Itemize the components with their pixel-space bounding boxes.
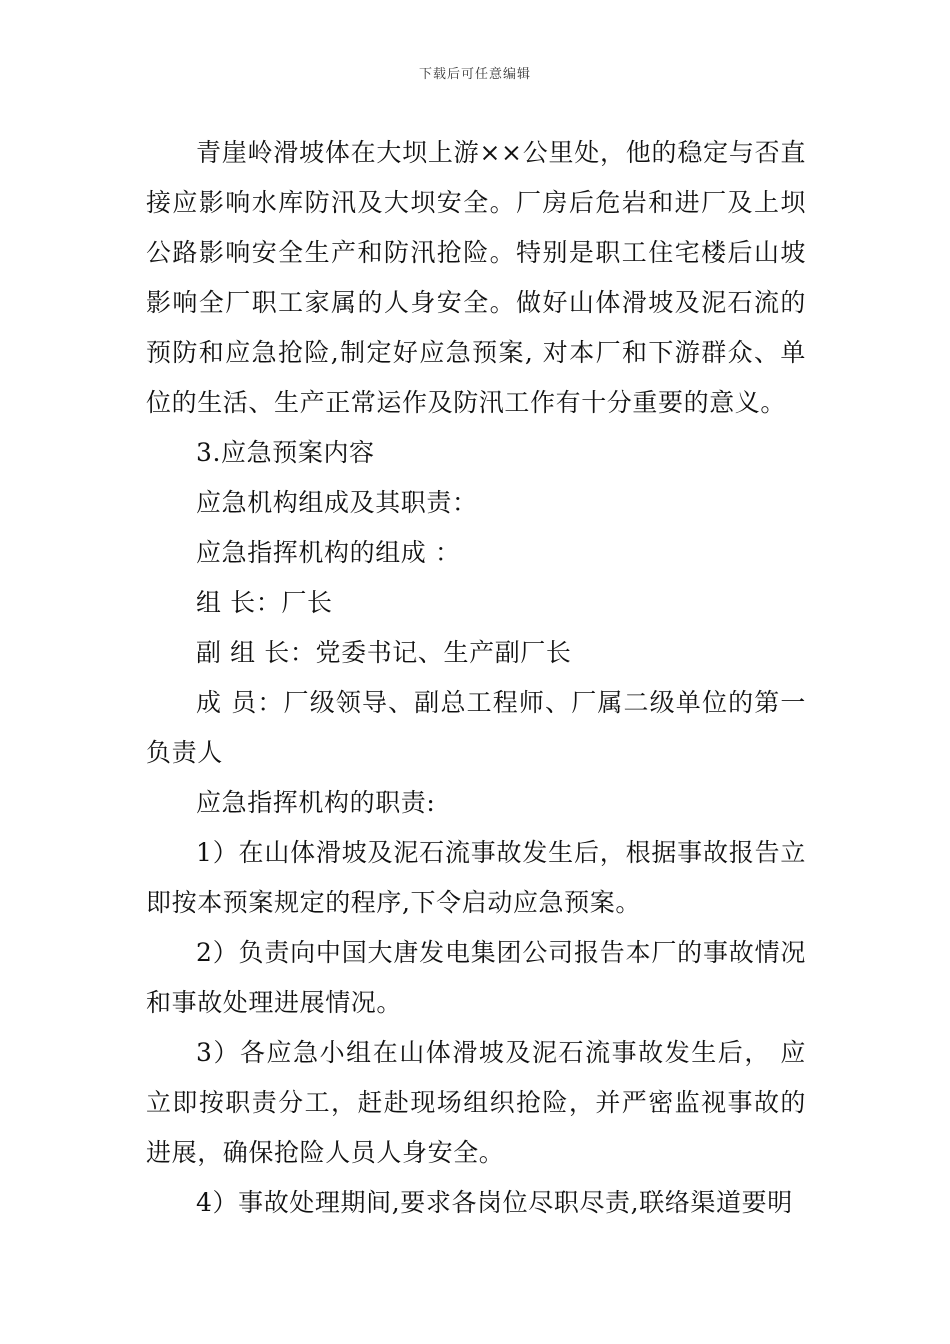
role-members: 成 员：厂级领导、副总工程师、厂属二级单位的第一负责人 bbox=[146, 688, 806, 767]
duty-item-4: 4）事故处理期间,要求各岗位尽职尽责,联络渠道要明 bbox=[196, 1188, 793, 1217]
section-heading: 3.应急预案内容 bbox=[196, 438, 375, 467]
duty-item-2: 2）负责向中国大唐发电集团公司报告本厂的事故情况和事故处理进展情况。 bbox=[146, 938, 806, 1017]
duty-item-1: 1）在山体滑坡及泥石流事故发生后，根据事故报告立即按本预案规定的程序,下令启动应急预案。 bbox=[146, 838, 806, 917]
document-body bbox=[146, 128, 806, 1228]
page-header: 下载后可任意编辑 bbox=[418, 67, 531, 82]
subheading-duties: 应急指挥机构的职责: bbox=[196, 788, 436, 817]
subheading-organization: 应急机构组成及其职责： bbox=[196, 488, 478, 517]
paragraph-intro: 青崖岭滑坡体在大坝上游××公里处，他的稳定与否直接应影响水库防汛及大坝安全。厂房后危岩和进厂及上坝公路影响安全生产和防汛抢险。特别是职工住宅楼后山坡影响全厂职工家属的人身安全。做好山体滑坡及泥石流的预防和应急抢险,制定好应急预案, 对本厂和下游群众、单位的生活、生产正常运作及防汛工作有十分重要的意义。 bbox=[146, 138, 806, 417]
subheading-composition: 应急指挥机构的组成 ： bbox=[196, 538, 461, 567]
role-deputy-leader: 副 组 长：党委书记、生产副厂长 bbox=[196, 638, 572, 667]
duty-item-3: 3）各应急小组在山体滑坡及泥石流事故发生后， 应立即按职责分工，赶赴现场组织抢险，并严密监视事故的进展，确保抢险人员人身安全。 bbox=[146, 1038, 806, 1167]
role-leader: 组 长：厂长 bbox=[196, 588, 333, 617]
